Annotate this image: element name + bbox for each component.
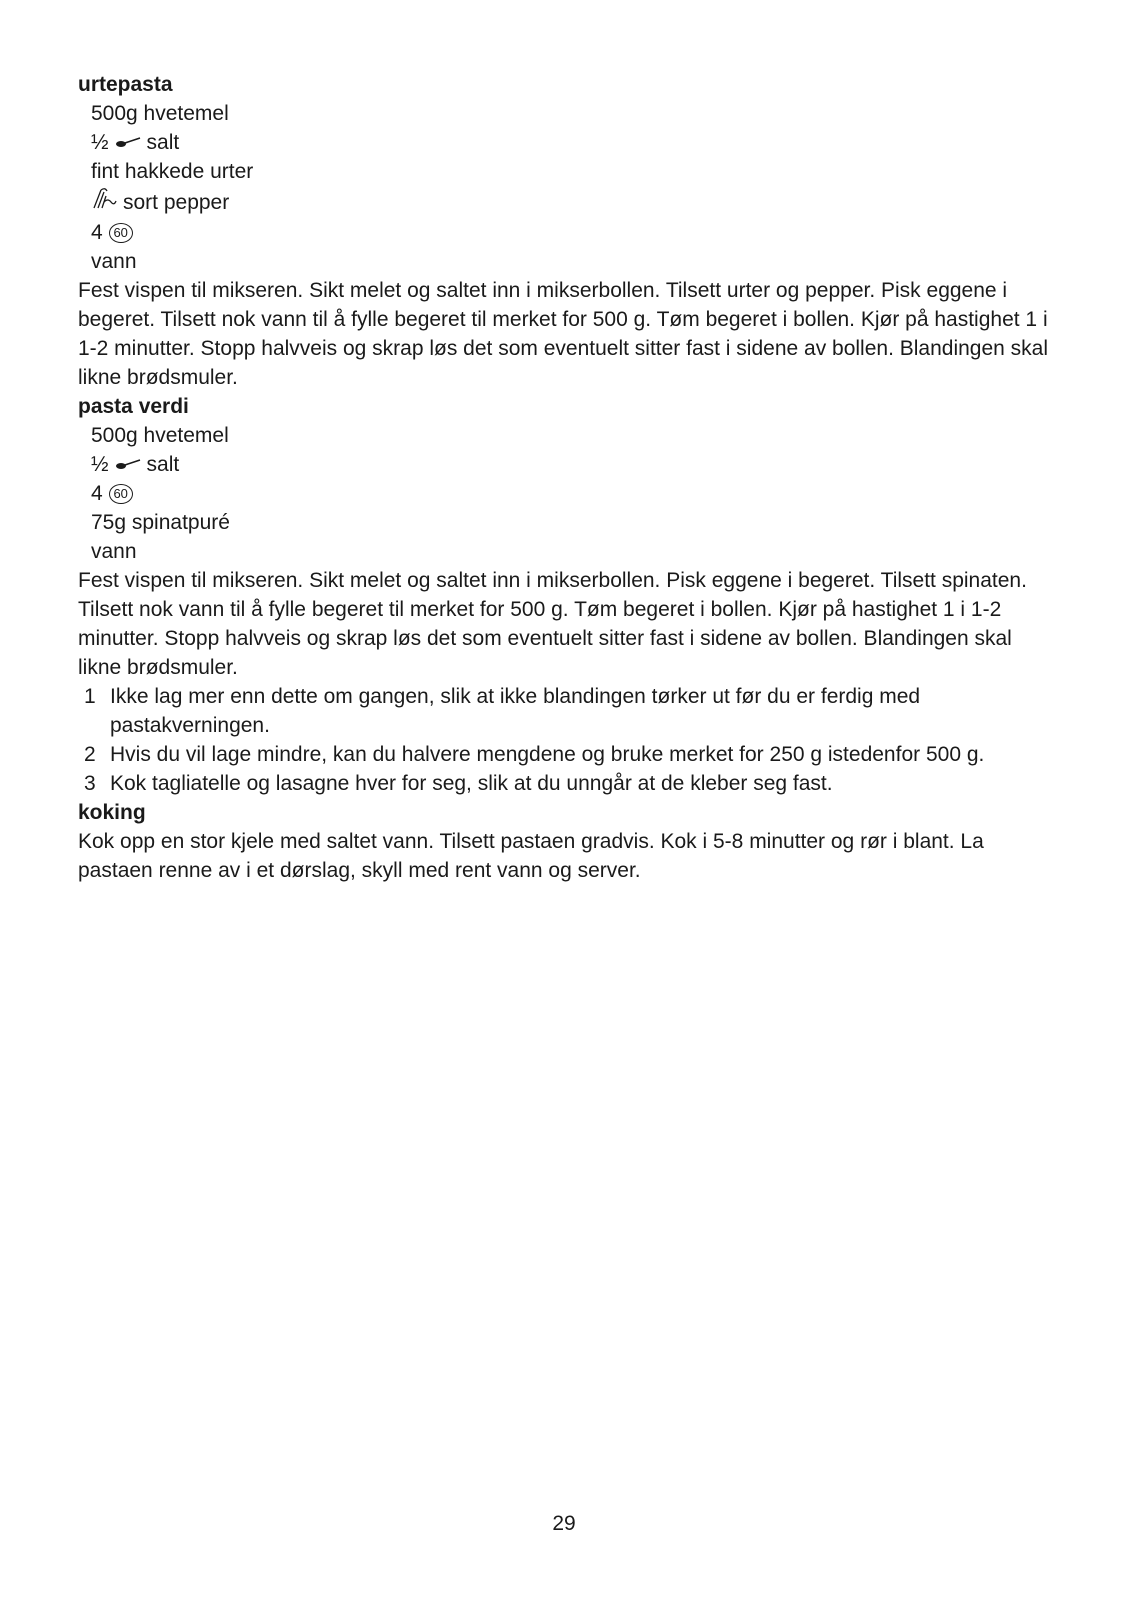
heading-urtepasta: urtepasta <box>78 73 173 96</box>
egg-icon: 60 <box>109 484 133 504</box>
ingredient-text: fint hakkede urter <box>91 160 254 183</box>
ingredient-text: 75g spinatpuré <box>91 511 230 534</box>
note-number: 3 <box>84 772 96 795</box>
ingredient-water <box>78 537 1058 566</box>
page-content <box>78 70 1058 885</box>
method-pasta-verdi: Fest vispen til mikseren. Sikt melet og saltet inn i mikserbollen. Pisk eggene i begeret. Tilsett spinaten. Tilsett nok vann til å fylle begeret til merket for 500 g. Tøm begeret i bollen. Kjør på hastighet 1 i 1-2 minutter. Stopp halvveis og skrap løs det som eventuelt sitter fast i sidene av bollen. Blandingen skal likne brødsmuler. <box>78 569 1027 679</box>
ingredient-text: salt <box>146 453 180 476</box>
note-text: Kok tagliatelle og lasagne hver for seg, slik at du unngår at de kleber seg fast. <box>110 772 833 795</box>
ingredient-water <box>78 247 1058 276</box>
ingredient-text: 500g hvetemel <box>91 102 229 125</box>
ingredient-flour <box>78 421 1058 450</box>
ingredient-list-pasta-verdi <box>78 421 1058 566</box>
heading-pasta-verdi: pasta verdi <box>78 395 189 418</box>
ingredient-text: 500g hvetemel <box>91 424 229 447</box>
ingredient-text: sort pepper <box>123 190 230 214</box>
ingredient-flour <box>78 99 1058 128</box>
ingredient-text: vann <box>91 540 137 563</box>
ingredient-list-urtepasta <box>78 99 1058 276</box>
note-item <box>78 740 1058 769</box>
ingredient-qty: ½ <box>91 453 109 476</box>
note-item <box>78 682 1058 740</box>
ingredient-text: salt <box>146 131 180 154</box>
ingredient-qty: 4 <box>91 221 103 244</box>
ingredient-pepper <box>78 186 1058 218</box>
ingredient-qty: 4 <box>91 482 103 505</box>
ingredient-herbs <box>78 157 1058 186</box>
ingredient-salt <box>78 128 1058 157</box>
notes-list <box>78 682 1058 798</box>
ingredient-eggs <box>78 479 1058 508</box>
note-number: 1 <box>84 685 96 708</box>
ingredient-text: vann <box>91 250 137 273</box>
heading-koking: koking <box>78 801 146 824</box>
ingredient-eggs <box>78 218 1058 247</box>
pepper-grinder-icon <box>91 186 117 218</box>
note-number: 2 <box>84 743 96 766</box>
note-text: Ikke lag mer enn dette om gangen, slik at ikke blandingen tørker ut før du er ferdig med pastakverningen. <box>110 685 921 737</box>
note-text: Hvis du vil lage mindre, kan du halvere mengdene og bruke merket for 250 g istedenfor 500 g. <box>110 743 985 766</box>
note-item <box>78 769 1058 798</box>
ingredient-spinach <box>78 508 1058 537</box>
ingredient-salt <box>78 450 1058 479</box>
teaspoon-icon <box>115 450 141 479</box>
egg-icon: 60 <box>109 223 133 243</box>
method-urtepasta: Fest vispen til mikseren. Sikt melet og saltet inn i mikserbollen. Tilsett urter og pepper. Pisk eggene i begeret. Tilsett nok vann til å fylle begeret til merket for 500 g. Tøm begeret i bollen. Kjør på hastighet 1 i 1-2 minutter. Stopp halvveis og skrap løs det som eventuelt sitter fast i sidene av bollen. Blandingen skal likne brødsmuler. <box>78 279 1049 389</box>
page-number: 29 <box>552 1512 576 1535</box>
ingredient-qty: ½ <box>91 131 109 154</box>
method-koking: Kok opp en stor kjele med saltet vann. Tilsett pastaen gradvis. Kok i 5-8 minutter og rør i blant. La pastaen renne av i et dørslag, skyll med rent vann og server. <box>78 830 984 882</box>
teaspoon-icon <box>115 128 141 157</box>
